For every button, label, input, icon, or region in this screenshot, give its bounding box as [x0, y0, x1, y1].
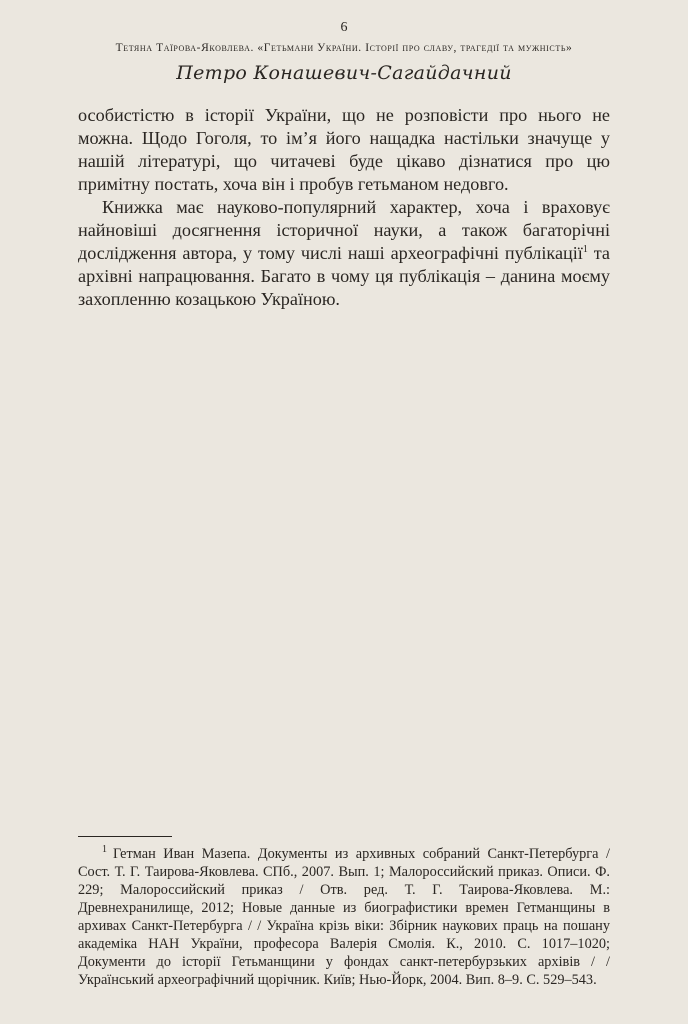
footnote-mark: 1 [102, 844, 107, 856]
chapter-title: Петро Конашевич-Сагайдачний [176, 62, 512, 84]
page-number: 6 [340, 20, 348, 35]
footnote-rule [78, 836, 172, 837]
footnote [78, 845, 610, 989]
paragraph-1: особистістю в історії України, що не розповісти про нього не можна. Щодо Гоголя, то ім’я його нащадка настільки значуще у нашій літературі, що читачеві буде цікаво дізнатися про цю примітну постать, хоча він і пробув гетьманом недовго. [78, 105, 610, 194]
footnote-reference: 1 [582, 243, 588, 255]
footnote-text: Гетман Иван Мазепа. Документы из архивных собраний Санкт-Петербурга / Сост. Т. Г. Таирова-Яковлева. СПб., 2007. Вып. 1; Малороссийский приказ. Описи. Ф. 229; Малороссийский приказ / Отв. ред. Т. Г. Таирова-Яковлева. М.: Древнехранилище, 2012; Новые данные из биографистики времен Гетманщины в архивах Санкт-Петербурга / / Україна крізь віки: Збірник наукових праць на пошану академіка НАН України, професора Валерія Смолія. К., 2010. С. 1017–1020; Документи до історії Гетьманщини у фондах санкт-петербурзьких архівів / / Український археографічний щорічник. Київ; Нью-Йорк, 2004. Вип. 8–9. С. 529–543. [78, 846, 610, 988]
body-text [78, 104, 610, 311]
running-head: Тетяна Таїрова-Яковлева. «Гетьмани України. Історії про славу, трагедії та мужність» [115, 42, 573, 54]
paragraph-2-end: та архівні напрацювання. Багато в чому ця публікація – данина моєму захопленню козацькою Україною. [78, 243, 610, 309]
paragraph-2-start: Книжка має науково-популярний характер, хоча і враховує найновіші досягнення історичної науки, а також багаторічні дослідження автора, у тому числі наші археографічні публікації [78, 197, 610, 263]
paragraph-2 [78, 196, 610, 311]
